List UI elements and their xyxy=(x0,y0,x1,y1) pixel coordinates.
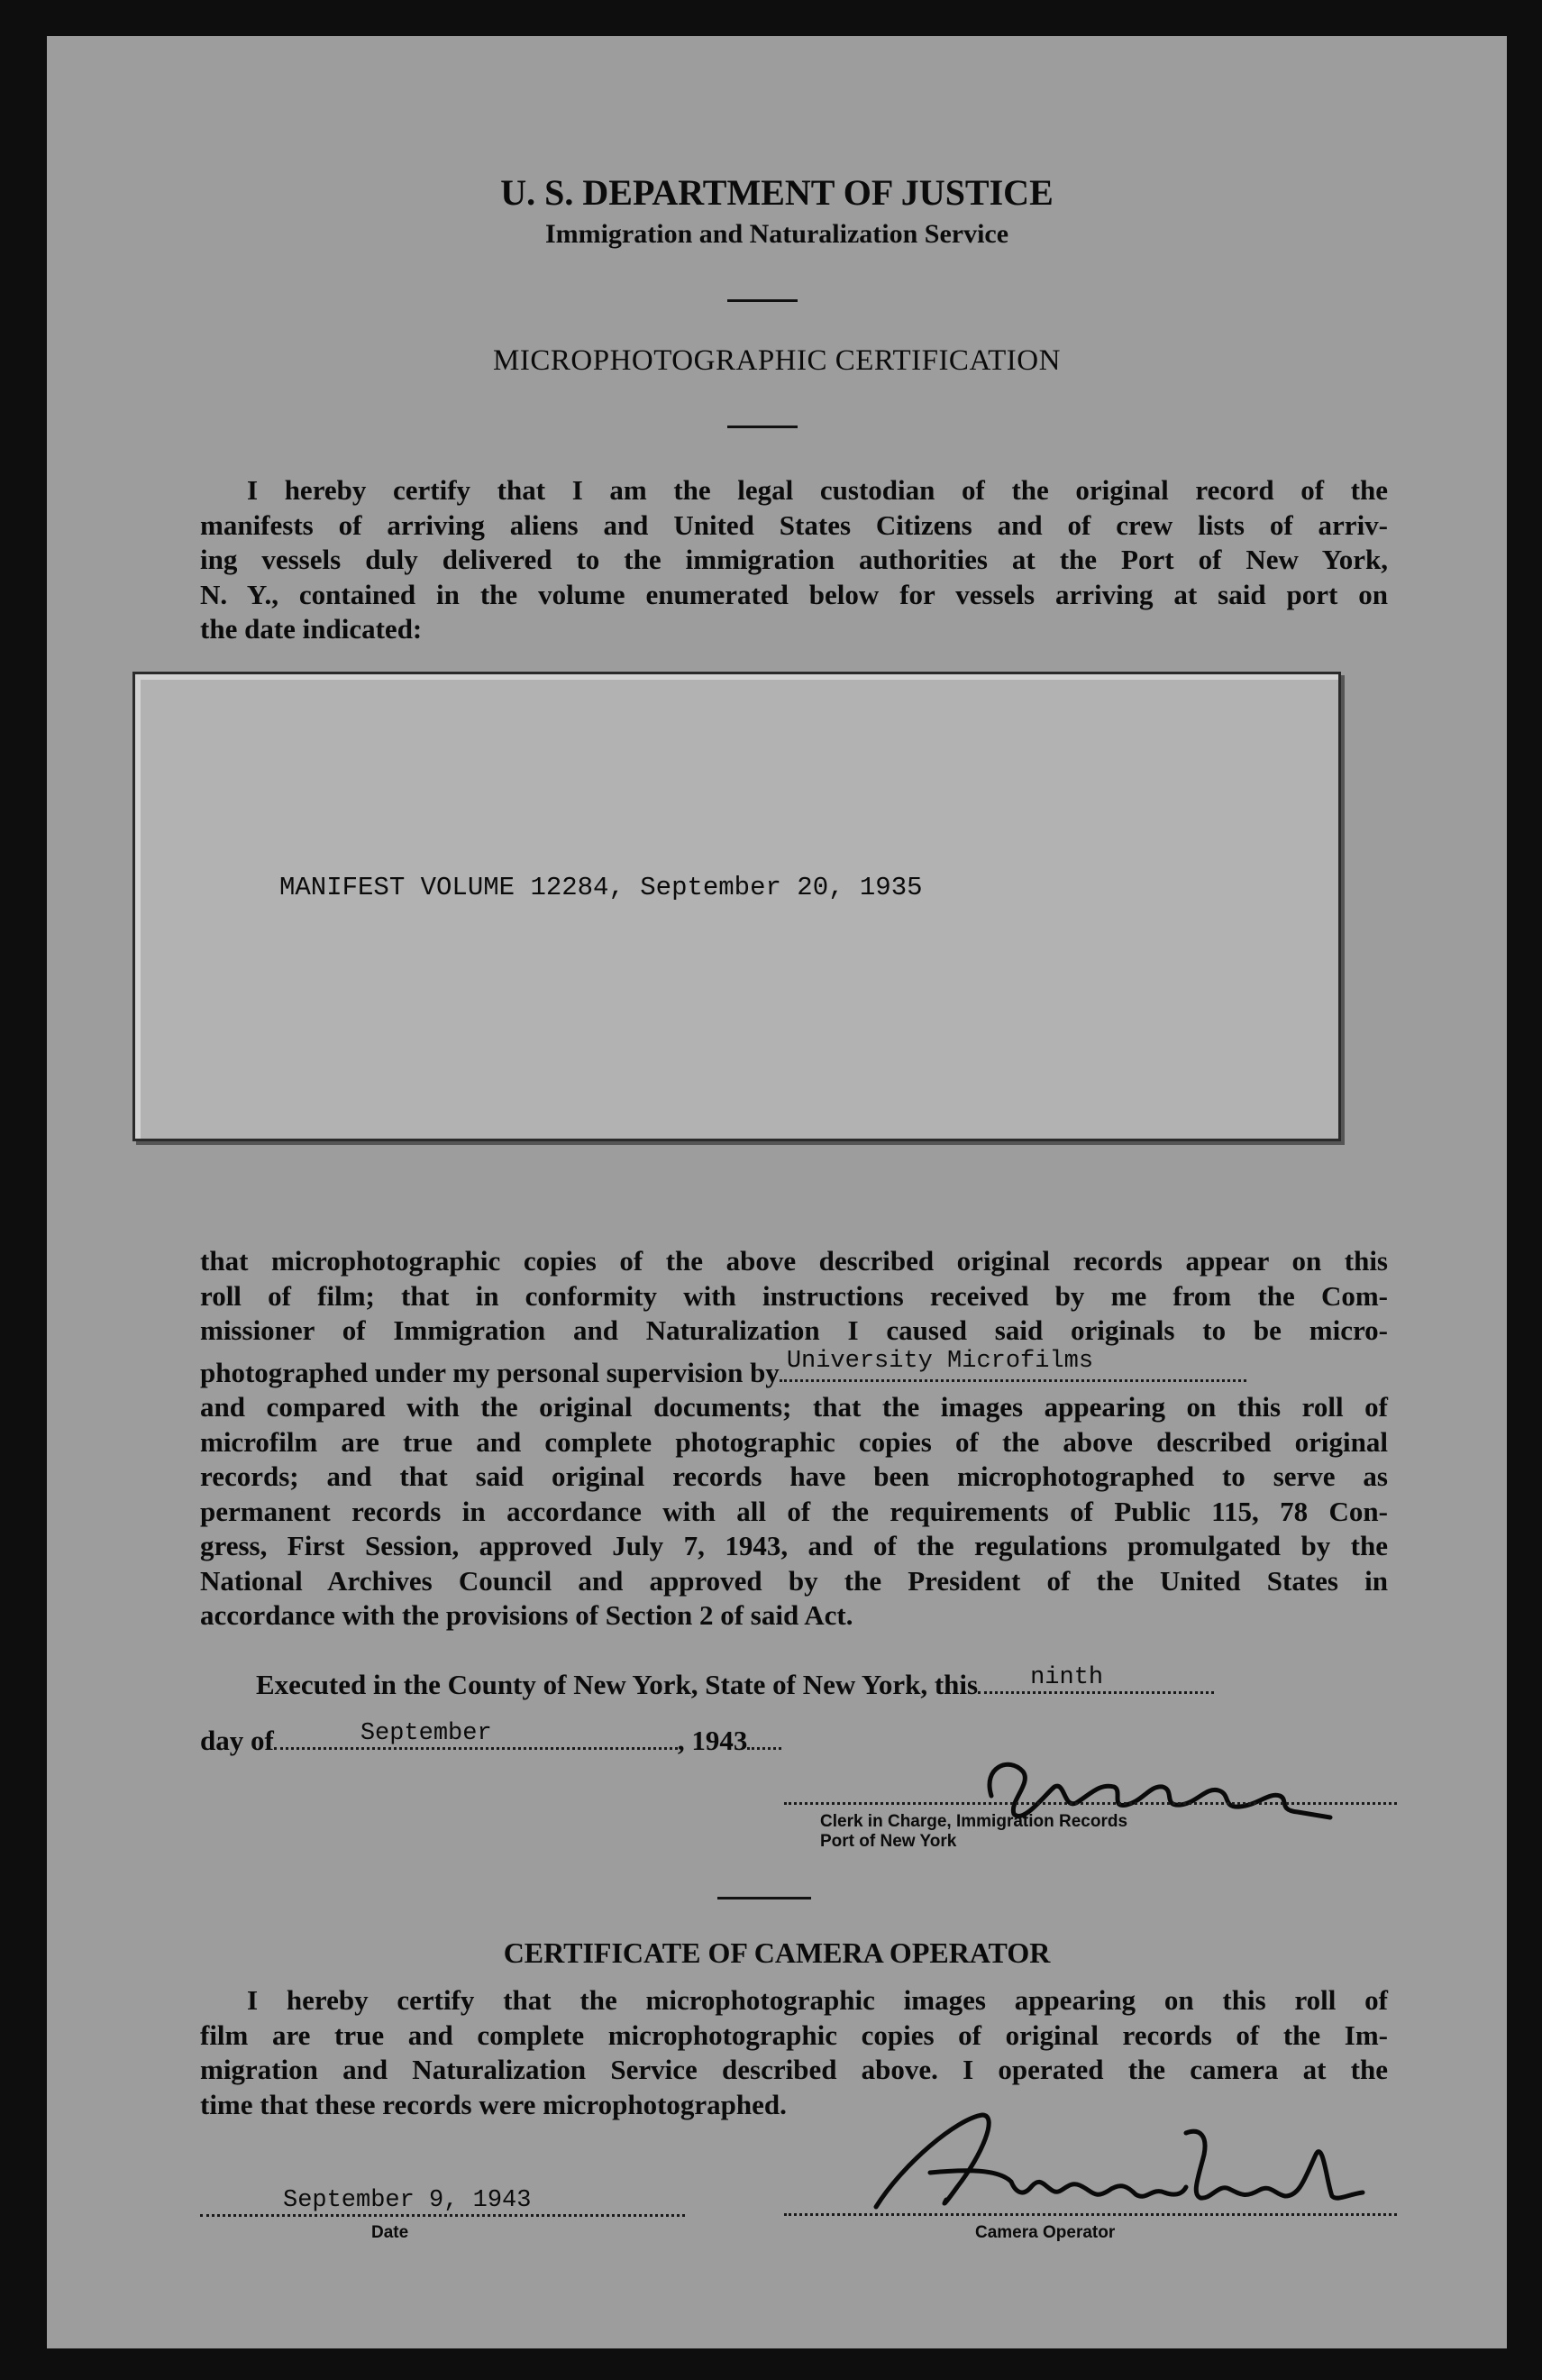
operator-signature-line xyxy=(784,2213,1397,2216)
paragraph-line: that microphotographic copies of the above described original records appear on this xyxy=(200,1245,1388,1277)
paragraph-line: I hereby certify that the microphotographic images appearing on this roll of xyxy=(247,1984,1388,2016)
supervision-prefix: photographed under my personal supervision by xyxy=(200,1356,780,1388)
paragraph-line: manifests of arriving aliens and United States Citizens and of crew lists of arriv- xyxy=(200,508,1388,541)
paragraph-line: the date indicated: xyxy=(200,613,423,645)
paragraph-line: National Archives Council and approved by the President of the United States in xyxy=(200,1564,1388,1597)
executed-month-field xyxy=(274,1720,678,1750)
paragraph-line: roll of film; that in conformity with instructions received by me from the Com- xyxy=(200,1279,1388,1312)
paragraph-line: accordance with the provisions of Section 2 of said Act. xyxy=(200,1599,853,1631)
paragraph-line: permanent records in accordance with all of the requirements of Public 115, 78 Con- xyxy=(200,1495,1388,1527)
paragraph-line: missioner of Immigration and Naturalization I caused said originals to be micro- xyxy=(200,1314,1388,1346)
paragraph-line: time that these records were microphotographed. xyxy=(200,2088,787,2120)
executed-day-value: ninth xyxy=(1030,1664,1104,1691)
executed-year: , 1943 xyxy=(677,1725,748,1756)
department-heading: U. S. DEPARTMENT OF JUSTICE xyxy=(500,172,1054,213)
operator-signature-icon xyxy=(822,2101,1399,2227)
camera-certificate-title: CERTIFICATE OF CAMERA OPERATOR xyxy=(503,1936,1051,1969)
paragraph-line: gress, First Session, approved July 7, 1943, and of the regulations promulgated by the xyxy=(200,1530,1388,1561)
day-of-prefix: day of xyxy=(200,1725,274,1756)
body-paragraph xyxy=(200,1244,1388,1634)
executed-prefix: Executed in the County of New York, State of New York, this xyxy=(256,1669,979,1700)
clerk-title xyxy=(820,1812,1127,1852)
day-of-line xyxy=(200,1720,781,1757)
paragraph-line: and compared with the original documents; that the images appearing on this roll of xyxy=(200,1391,1388,1423)
paragraph-line: I hereby certify that I am the legal custodian of the original record of the xyxy=(247,474,1388,506)
executed-day-field xyxy=(978,1664,1214,1694)
clerk-title-line: Port of New York xyxy=(820,1832,957,1851)
intro-paragraph xyxy=(200,473,1388,647)
year-dots xyxy=(747,1724,781,1750)
manifest-volume-text: MANIFEST VOLUME 12284, September 20, 1935 xyxy=(279,873,923,902)
date-field xyxy=(200,2182,685,2217)
certificate-page xyxy=(47,36,1507,2348)
microfilm-company-value: University Microfilms xyxy=(786,1348,1094,1375)
date-value: September 9, 1943 xyxy=(283,2187,532,2214)
operator-label: Camera Operator xyxy=(975,2223,1116,2242)
divider-rule xyxy=(717,1897,811,1899)
executed-month-value: September xyxy=(360,1720,492,1747)
divider-rule xyxy=(727,426,798,428)
paragraph-line: records; and that said original records have been microphotographed to serve as xyxy=(200,1460,1388,1492)
paragraph-line: film are true and complete microphotographic copies of original records of the Im- xyxy=(200,2018,1388,2051)
service-subheading: Immigration and Naturalization Service xyxy=(544,219,1009,249)
paragraph-line: microfilm are true and complete photographic copies of the above described original xyxy=(200,1425,1388,1458)
divider-rule xyxy=(727,299,798,302)
paragraph-line: migration and Naturalization Service described above. I operated the camera at the xyxy=(200,2054,1388,2085)
date-label: Date xyxy=(371,2223,409,2242)
supervision-line xyxy=(200,1348,1388,1391)
microfilm-company-field xyxy=(780,1348,1246,1382)
paragraph-line: ing vessels duly delivered to the immigration authorities at the Port of New York, xyxy=(200,544,1388,575)
clerk-title-line: Clerk in Charge, Immigration Records xyxy=(820,1812,1128,1831)
paragraph-line: N. Y., contained in the volume enumerated below for vessels arriving at said port on xyxy=(200,578,1388,610)
executed-line xyxy=(256,1664,1214,1701)
certification-title: MICROPHOTOGRAPHIC CERTIFICATION xyxy=(493,344,1061,377)
manifest-volume-slip xyxy=(132,672,1341,1141)
clerk-signature-line xyxy=(784,1802,1397,1805)
